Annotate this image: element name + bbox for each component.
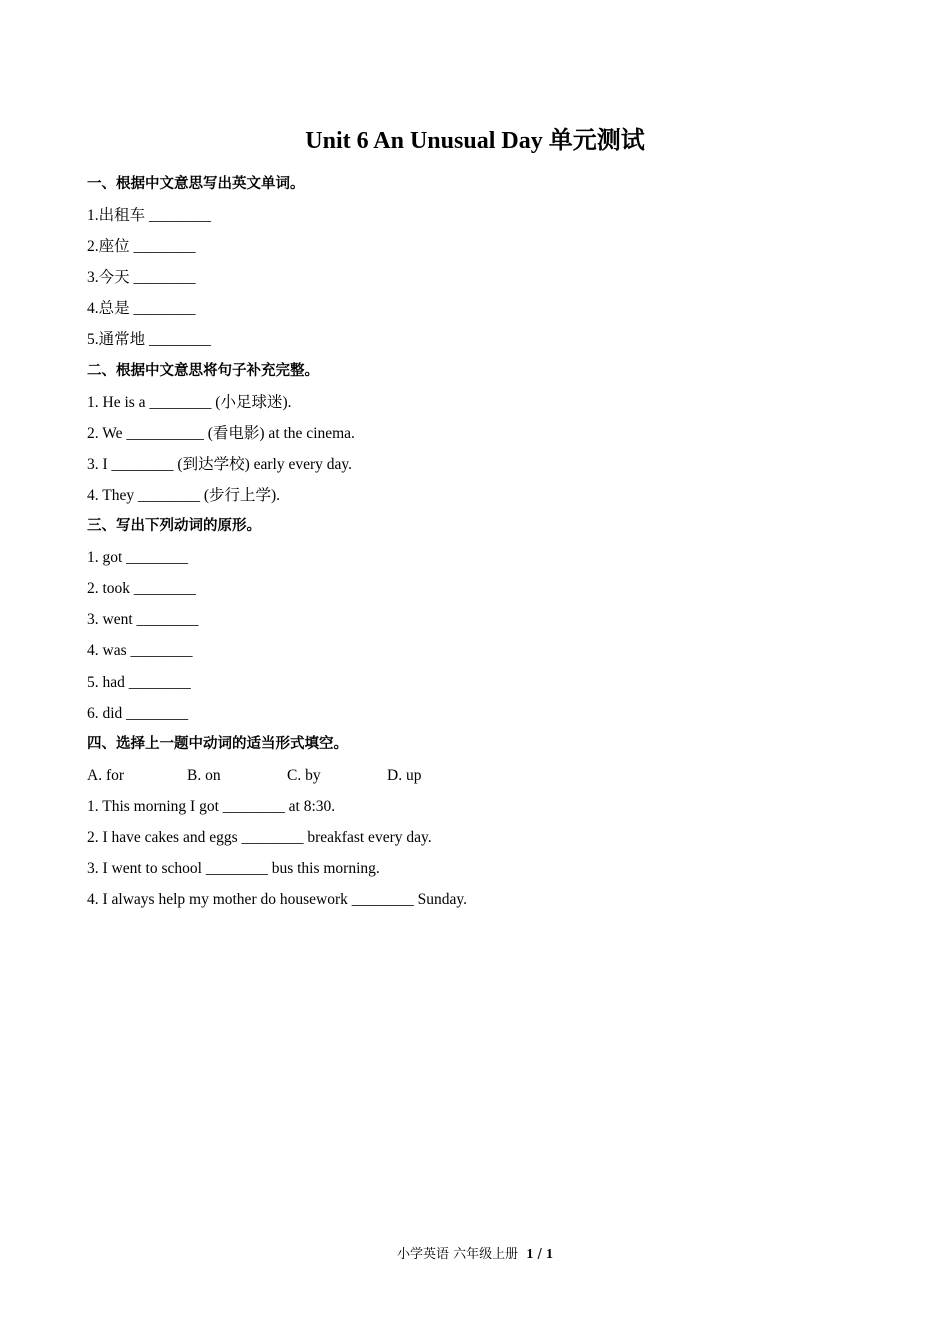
question-item: 4. I always help my mother do housework ________ Sunday.	[87, 891, 467, 909]
question-item: 5.通常地 ________	[87, 331, 212, 349]
option-c: C. by	[287, 766, 321, 784]
question-item: 1.出租车 ________	[87, 207, 212, 225]
question-item: 3. went ________	[87, 611, 199, 629]
question-item: 2. We __________ (看电影) at the cinema.	[87, 424, 355, 442]
question-item: 6. did ________	[87, 704, 189, 722]
section-heading: 三、写出下列动词的原形。	[87, 518, 261, 535]
question-item: 3. I went to school ________ bus this morning.	[87, 860, 380, 878]
page-title: Unit 6 An Unusual Day 单元测试	[305, 128, 645, 154]
page-number-current: 1	[526, 1247, 534, 1262]
footer-label: 小学英语 六年级上册	[396, 1247, 519, 1262]
question-item: 3.今天 ________	[87, 269, 196, 287]
section-3	[87, 511, 867, 729]
section-heading: 一、根据中文意思写出英文单词。	[87, 176, 305, 192]
question-item: 2.座位 ________	[87, 238, 196, 256]
option-b: B. on	[187, 766, 221, 784]
question-item: 2. I have cakes and eggs ________ breakfast every day.	[87, 828, 432, 846]
section-heading: 四、选择上一题中动词的适当形式填空。	[87, 735, 348, 752]
question-item: 1. This morning I got ________ at 8:30.	[87, 797, 336, 815]
option-a: A. for	[87, 766, 125, 784]
section-heading: 二、根据中文意思将句子补充完整。	[87, 362, 319, 379]
question-item: 5. had ________	[87, 673, 191, 691]
question-item: 1. He is a ________ (小足球迷).	[87, 393, 292, 411]
option-d: D. up	[387, 766, 422, 784]
question-item: 2. took ________	[87, 580, 196, 598]
worksheet-content	[87, 169, 867, 915]
question-item: 4.总是 ________	[87, 300, 196, 318]
page-number-total: 1	[546, 1247, 554, 1262]
section-4	[87, 729, 867, 916]
question-item: 4. They ________ (步行上学).	[87, 486, 281, 504]
section-1	[87, 169, 867, 356]
question-item: 1. got ________	[87, 549, 189, 567]
answer-options	[87, 760, 867, 791]
question-item: 4. was ________	[87, 642, 193, 660]
section-2	[87, 356, 867, 511]
page-number-separator: /	[537, 1247, 542, 1262]
question-item: 3. I ________ (到达学校) early every day.	[87, 455, 353, 473]
page-footer	[0, 1244, 950, 1266]
